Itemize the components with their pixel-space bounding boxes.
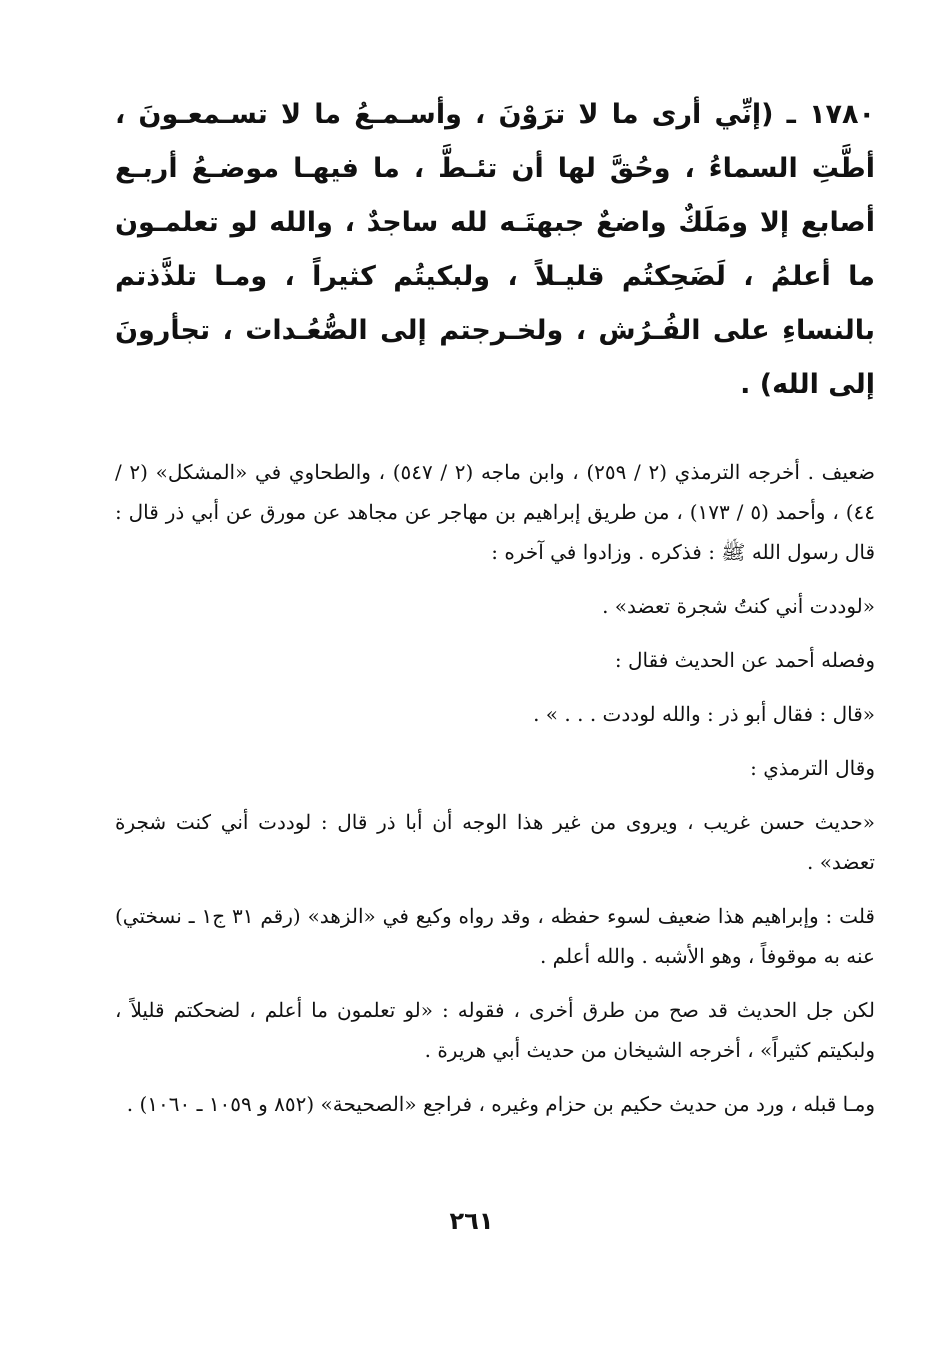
page-number: ٢٦١ bbox=[449, 1207, 494, 1235]
page-content bbox=[115, 88, 875, 1138]
commentary-paragraph: «قال : فقال أبو ذر : والله لوددت . . . » . bbox=[533, 702, 875, 726]
commentary-paragraph: «لوددت أني كنتُ شجرة تعضد» . bbox=[602, 594, 875, 618]
commentary-paragraph: قلت : وإبراهيم هذا ضعيف لسوء حفظه ، وقد رواه وكيع في «الزهد» (رقم ٣١ ج١ ـ نسختي) عنه به موقوفاً ، وهو الأشبه . والله أعلم . bbox=[115, 904, 875, 968]
commentary-paragraph: ضعيف . أخرجه الترمذي (٢ / ٢٥٩) ، وابن ماجه (٢ / ٥٤٧) ، والطحاوي في «المشكل» (٢ / ٤٤) ، وأحمد (٥ / ١٧٣) ، من طريق إبراهيم بن مهاجر عن مجاهد عن مورق عن أبي ذر قال : قال رسول الله ﷺ : فذكره . وزادوا في آخره : bbox=[115, 460, 876, 564]
commentary-paragraph: ومـا قبله ، ورد من حديث حكيم بن حزام وغيره ، فراجع «الصحيحة» (٨٥٢ و ١٠٥٩ ـ ١٠٦٠) . bbox=[126, 1092, 875, 1116]
commentary-paragraph: لكن جل الحديث قد صح من طرق أخرى ، فقوله : «لو تعلمون ما أعلم ، لضحكتم قليلاً ، ولبكيتم كثيراً» ، أخرجه الشيخان من حديث أبي هريرة . bbox=[115, 998, 875, 1062]
commentary bbox=[115, 452, 875, 1124]
hadith-text: ١٧٨٠ ـ (إنِّي أرى ما لا ترَوْنَ ، وأسـمـعُ ما لا تسـمعـونَ ، أطَّتِ السماءُ ، وحُقَّ لها أن تئـطَّ ، ما فيهـا موضـعُ أربـع أصابع إلا ومَلَكٌ واضعٌ جبهتَـه لله ساجدٌ ، والله لو تعلمـون ما أعلمُ ، لَضَحِكتُم قليـلاً ، ولبكيتُم كثيراً ، ومـا تلذَّذتم بالنساءِ على الفُـرُش ، ولخـرجتم إلى الصُّعُـدات ، تجأرونَ إلى الله) . bbox=[115, 99, 875, 400]
commentary-paragraph: وفصله أحمد عن الحديث فقال : bbox=[614, 648, 875, 672]
commentary-paragraph: وقال الترمذي : bbox=[750, 756, 875, 780]
commentary-paragraph: «حديث حسن غريب ، ويروى من غير هذا الوجه أن أبا ذر قال : لوددت أني كنت شجرة تعضد» . bbox=[115, 810, 875, 874]
